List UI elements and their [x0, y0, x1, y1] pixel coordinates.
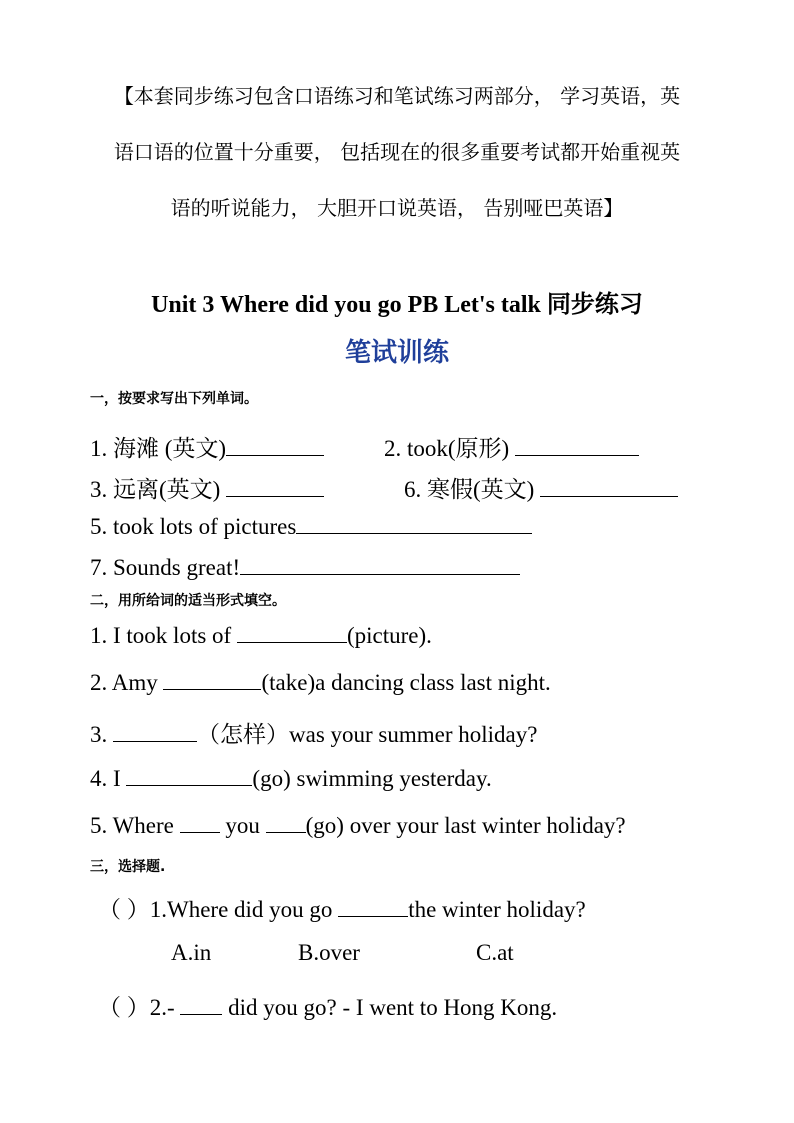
answer-blank[interactable] — [296, 513, 532, 534]
s2-q3-text-b: （怎样）was your summer holiday? — [197, 722, 538, 747]
s2-q2-text-b: (take)a dancing class last night. — [261, 670, 551, 695]
intro-paragraph — [90, 68, 704, 236]
s2-question-1 — [90, 622, 432, 649]
s2-q3-text-a: 3. — [90, 722, 113, 747]
intro-line-3: 语的听说能力， 大胆开口说英语， 告别哑巴英语】 — [170, 196, 624, 220]
answer-blank[interactable] — [180, 812, 220, 833]
s3-question-2 — [98, 989, 557, 1022]
s3-q1-option-a[interactable]: A.in — [171, 940, 212, 965]
s1-item-7-text: 7. Sounds great! — [90, 555, 241, 580]
s3-q2-text-b: did you go? - I went to Hong Kong. — [222, 995, 558, 1020]
answer-blank[interactable] — [338, 896, 408, 917]
s2-question-3 — [90, 716, 537, 749]
s2-q4-text-a: 4. I — [90, 766, 127, 791]
answer-blank[interactable] — [237, 622, 347, 643]
s3-q1-text-b: the winter holiday? — [408, 897, 586, 922]
answer-parentheses[interactable]: （ ） — [98, 897, 150, 922]
s1-item-7 — [90, 554, 520, 581]
s1-item-6 — [404, 471, 678, 504]
s2-q4-text-b: (go) swimming yesterday. — [252, 766, 492, 791]
s1-item-3 — [90, 471, 324, 504]
s2-question-2 — [90, 669, 551, 696]
answer-blank[interactable] — [113, 721, 197, 742]
answer-blank[interactable] — [540, 476, 678, 497]
s1-item-2-text: 2. took(原形) — [384, 436, 515, 461]
s2-question-4 — [90, 765, 492, 792]
answer-blank[interactable] — [240, 554, 520, 575]
answer-blank[interactable] — [226, 476, 324, 497]
intro-line-1: 【本套同步练习包含口语练习和笔试练习两部分， 学习英语，英 — [113, 84, 681, 108]
s1-item-6-text: 6. 寒假(英文) — [404, 477, 541, 502]
section-2-heading: 二，用所给词的适当形式填空。 — [90, 593, 286, 609]
s2-q5-text-a: 5. Where — [90, 813, 180, 838]
s1-item-5-text: 5. took lots of pictures — [90, 514, 297, 539]
s3-q1-option-c[interactable]: C.at — [476, 940, 514, 965]
s3-q1-text-a: 1.Where did you go — [149, 897, 339, 922]
s1-item-3-text: 3. 远离(英文) — [90, 477, 227, 502]
s3-question-1 — [98, 891, 586, 924]
answer-blank[interactable] — [126, 765, 252, 786]
section-1-heading: 一，按要求写出下列单词。 — [90, 391, 258, 407]
s2-q1-text-a: 1. I took lots of — [90, 623, 237, 648]
answer-blank[interactable] — [163, 669, 261, 690]
s3-q2-text-a: 2.- — [149, 995, 181, 1020]
s2-q5-text-b: you — [219, 813, 266, 838]
s2-q1-text-b: (picture). — [346, 623, 432, 648]
s2-q2-text-a: 2. Amy — [90, 670, 164, 695]
section-3-heading: 三，选择题. — [90, 859, 166, 875]
intro-line-2: 语口语的位置十分重要， 包括现在的很多重要考试都开始重视英 — [113, 140, 681, 164]
s1-item-1-text: 1. 海滩 (英文) — [90, 436, 227, 461]
answer-blank[interactable] — [180, 994, 222, 1015]
s1-item-2 — [384, 430, 639, 463]
s1-item-1 — [90, 430, 324, 463]
s1-item-5 — [90, 513, 532, 540]
answer-blank[interactable] — [226, 435, 324, 456]
page-subtitle: 笔试训练 — [344, 338, 449, 368]
s3-q1-option-b[interactable]: B.over — [298, 940, 360, 965]
s2-q5-text-c: (go) over your last winter holiday? — [305, 813, 626, 838]
answer-blank[interactable] — [515, 435, 639, 456]
answer-blank[interactable] — [266, 812, 306, 833]
s2-question-5 — [90, 812, 626, 839]
answer-parentheses[interactable]: （ ） — [98, 995, 150, 1020]
page-title: Unit 3 Where did you go PB Let's talk 同步练习 — [151, 292, 643, 318]
